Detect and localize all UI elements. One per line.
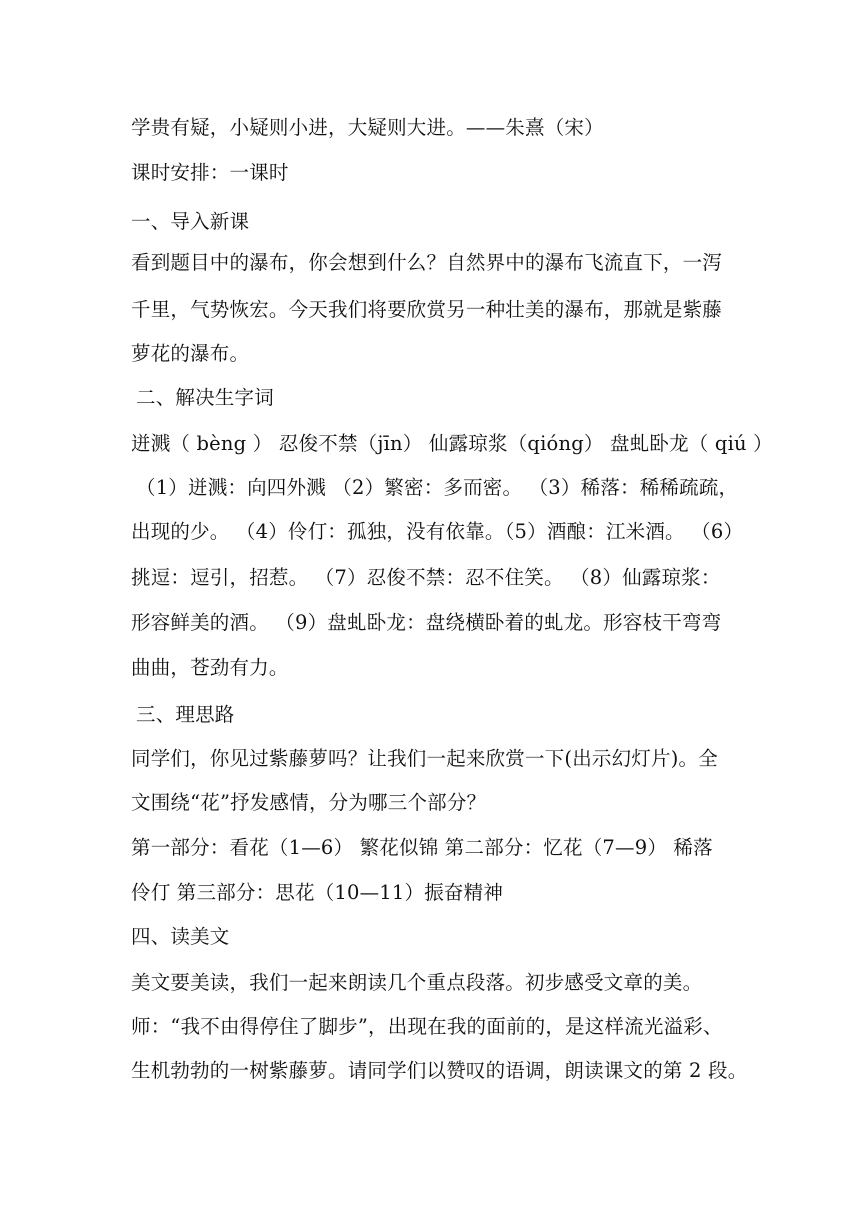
body-text-line: 千里，气势恢宏。今天我们将要欣赏另一种壮美的瀑布，那就是紫藤 — [131, 298, 723, 321]
definition-line: 形容鲜美的酒。 （9）盘虬卧龙：盘绕横卧着的虬龙。形容枝干弯弯 — [131, 611, 722, 634]
definition-line: 出现的少。 （4）伶仃：孤独，没有依靠。（5）酒酿：江米酒。 （6） — [131, 520, 744, 543]
structure-line: 第一部分：看花（1—6） 繁花似锦 第二部分：忆花（7—9） 稀落 — [131, 836, 713, 859]
schedule-line: 课时安排：一课时 — [131, 161, 289, 184]
body-text-line: 生机勃勃的一树紫藤萝。请同学们以赞叹的语调，朗读课文的第 2 段。 — [131, 1059, 748, 1082]
section-heading-vocabulary: 二、解决生字词 — [136, 386, 274, 409]
body-text-line: 同学们，你见过紫藤萝吗？让我们一起来欣赏一下(出示幻灯片)。全 — [131, 747, 718, 770]
definition-line: 曲曲，苍劲有力。 — [131, 656, 289, 679]
section-heading-intro: 一、导入新课 — [131, 210, 250, 233]
body-text-line: 师：“我不由得停住了脚步”，出现在我的面前的，是这样流光溢彩、 — [131, 1015, 723, 1038]
vocabulary-pinyin-line: 迸溅（ bèng ） 忍俊不禁（jīn） 仙露琼浆（qióng） 盘虬卧龙（ qiú ） — [131, 432, 773, 455]
section-heading-structure: 三、理思路 — [136, 703, 235, 726]
body-text-line: 看到题目中的瀑布，你会想到什么？自然界中的瀑布飞流直下，一泻 — [131, 251, 723, 274]
section-heading-reading: 四、读美文 — [131, 925, 230, 948]
definition-line: （1）迸溅：向四外溅 （2）繁密：多而密。 （3）稀落：稀稀疏疏， — [136, 476, 739, 499]
quote-line: 学贵有疑，小疑则小进，大疑则大进。——朱熹（宋） — [131, 116, 604, 139]
structure-line: 伶仃 第三部分：思花（10—11）振奋精神 — [131, 881, 504, 904]
body-text-line: 萝花的瀑布。 — [131, 342, 250, 365]
body-text-line: 美文要美读，我们一起来朗读几个重点段落。初步感受文章的美。 — [131, 971, 703, 994]
body-text-line: 文围绕“花”抒发感情，分为哪三个部分？ — [131, 791, 487, 814]
definition-line: 挑逗：逗引，招惹。 （7）忍俊不禁：忍不住笑。 （8）仙露琼浆： — [131, 566, 721, 589]
